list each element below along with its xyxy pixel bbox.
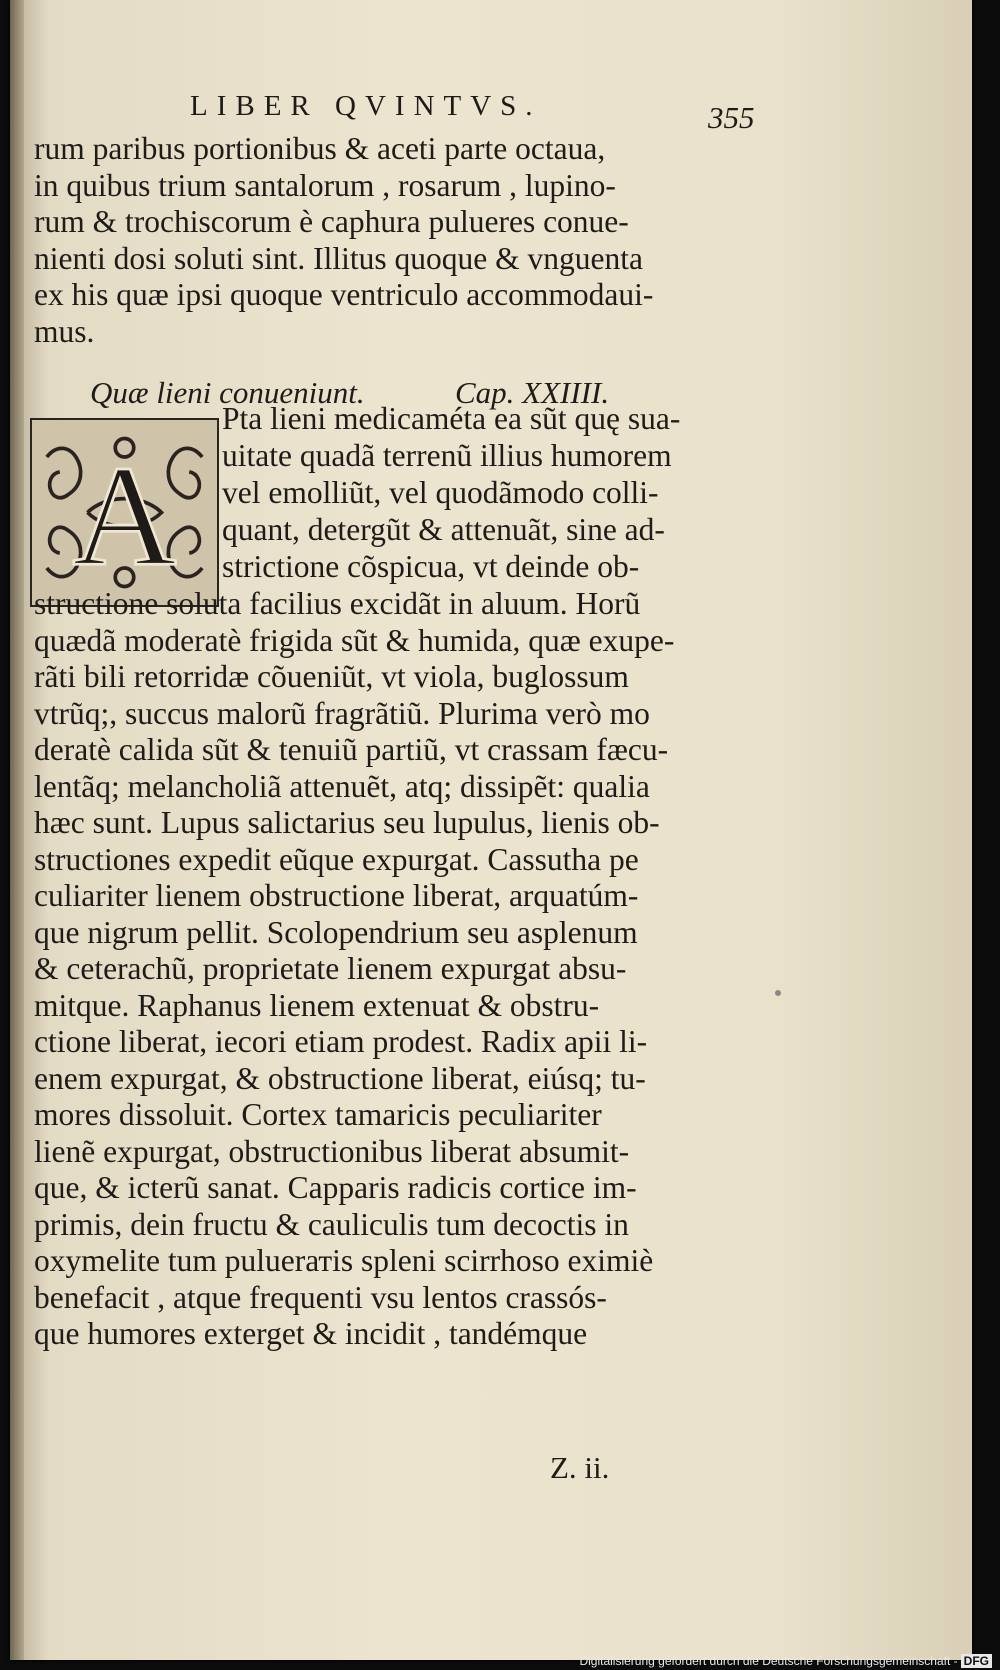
initial-ornament <box>32 420 217 605</box>
text-line: structiones expedit eũque expurgat. Cassutha pe <box>34 841 639 877</box>
text-line: que, & icterũ sanat. Capparis radicis cortice im- <box>34 1170 637 1205</box>
text-line: Pta lieni medicaméta ea sũt quę sua- <box>222 401 681 436</box>
text-line: benefacit , atque frequenti vsu lentos crassós- <box>34 1279 607 1315</box>
text-line: primis, dein fructu & cauliculis tum decoctis in <box>34 1206 629 1242</box>
initial-letter: A <box>72 436 177 597</box>
text-line: oxymelite tum puluerатis spleni scirrhoso eximiè <box>34 1243 654 1278</box>
book-page <box>10 0 972 1660</box>
text-line: quædã moderatè frigida sũt & humida, quæ exupe- <box>34 622 675 658</box>
text-line: quant, detergũt & attenuãt, sine ad- <box>222 512 665 547</box>
text-line: ctione liberat, iecori etiam prodest. Radix apii li- <box>34 1024 648 1059</box>
footer-text: Digitalisierung gefördert durch die Deutsche Forschungsgemeinschaft - <box>579 1654 958 1668</box>
text-line: mus. <box>34 313 95 349</box>
ink-speck <box>775 990 781 996</box>
text-line: rum & trochiscorum è caphura pulueres conue- <box>34 204 629 239</box>
running-title: LIBER QVINTVS. <box>190 90 542 122</box>
text-line: hæc sunt. Lupus salictarius seu lupulus, lienis ob- <box>34 805 660 840</box>
digitization-footer <box>579 1654 992 1668</box>
text-line: que nigrum pellit. Scolopendrium seu asplenum <box>34 914 638 950</box>
text-line: structione soluta facilius excidãt in aluum. Horũ <box>34 586 641 621</box>
chapter-number: Cap. XXIIII. <box>455 375 610 410</box>
text-line: deratè calida sũt & tenuiũ partiũ, vt crassam fæcu- <box>34 732 669 767</box>
text-line: enem expurgat, & obstructione liberat, eiúsq; tu- <box>34 1060 646 1096</box>
text-line: mitque. Raphanus lienem extenuat & obstru- <box>34 987 600 1023</box>
text-line: vel emolliũt, vel quodãmodo colli- <box>222 475 659 510</box>
page-gutter <box>10 0 24 1660</box>
text-line: lentãq; melancholiã attenuẽt, atq; dissipẽt: qualia <box>34 768 650 804</box>
chapter-title: Quæ lieni conueniunt. <box>90 375 365 410</box>
text-line: nienti dosi soluti sint. Illitus quoque & vnguenta <box>34 240 643 276</box>
text-line: mores dissoluit. Cortex tamaricis peculiariter <box>34 1097 602 1132</box>
dfg-logo: DFG <box>961 1654 992 1668</box>
text-line: & ceterachũ, proprietate lienem expurgat absu- <box>34 951 627 986</box>
text-line: ex his quæ ipsi quoque ventriculo accommodaui- <box>34 277 654 312</box>
text-line: que humores exterget & incidit , tandémque <box>34 1316 588 1351</box>
text-line: vtrũq;, succus malorũ fragrãtiũ. Plurima verò mo <box>34 695 650 731</box>
text-line: rãti bili retorridæ cõueniũt, vt viola, buglossum <box>34 659 629 694</box>
text-line: in quibus trium santalorum , rosarum , lupino- <box>34 167 616 203</box>
text-line: rum paribus portionibus & aceti parte octaua, <box>34 131 606 166</box>
text-line: strictione cõspicua, vt deinde ob- <box>222 549 640 584</box>
text-line: uitate quadã terrenũ illius humorem <box>222 438 672 473</box>
decorated-initial-icon <box>30 418 219 607</box>
signature-mark: Z. ii. <box>550 1450 610 1485</box>
page-number: 355 <box>708 100 755 135</box>
text-line: culiariter lienem obstructione liberat, arquatúm- <box>34 878 639 913</box>
text-line: lienẽ expurgat, obstructionibus liberat absumit- <box>34 1133 630 1169</box>
